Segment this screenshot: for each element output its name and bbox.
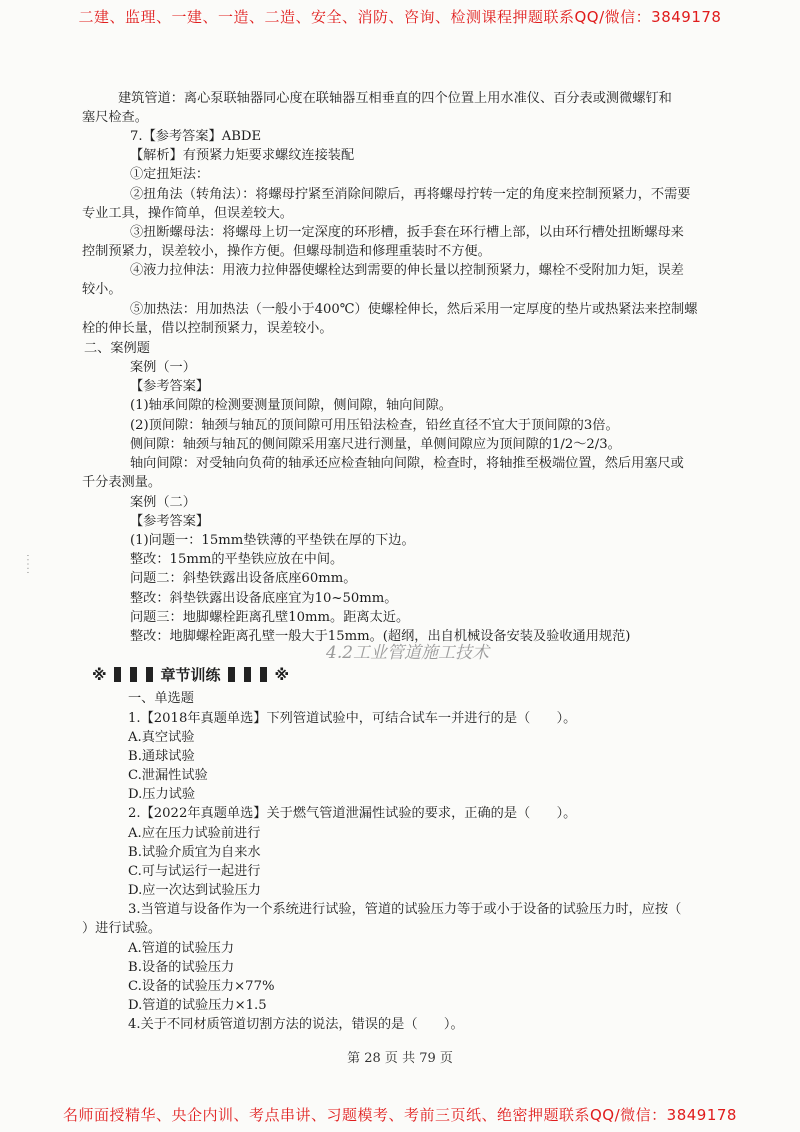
text-line: 整改：15mm的平垫铁应放在中间。 [130,552,344,567]
bottom-banner: 名师面授精华、央企内训、考点串讲、习题模考、考前三页纸、绝密押题联系QQ/微信：3849178 [63,1106,737,1124]
text-line: 1.【2018年真题单选】下列管道试验中，可结合试车一并进行的是（ ）。 [128,711,577,726]
decor-bar [260,667,267,682]
text-line: B.通球试验 [128,749,195,764]
chapter-heading-right-mark: ※ [274,666,290,684]
text-line: 轴向间隙：对受轴向负荷的轴承还应检查轴向间隙，检查时，将轴推至极端位置，然后用塞尺或 [130,456,684,471]
section-title: 4.2工业管道施工技术 [326,643,490,663]
text-line: (1)轴承间隙的检测要测量顶间隙，侧间隙，轴向间隙。 [130,398,452,413]
text-line: 建筑管道：离心泵联轴器同心度在联轴器互相垂直的四个位置上用水准仪、百分表或测微螺钉和 [118,91,672,106]
text-line: A.真空试验 [128,730,195,745]
text-line: C.泄漏性试验 [128,768,208,783]
text-line: C.设备的试验压力×77% [128,979,275,994]
text-line: 7.【参考答案】ABDE [130,129,262,144]
text-line: 【参考答案】 [130,514,210,529]
text-line: 问题二：斜垫铁露出设备底座60mm。 [130,571,357,586]
text-line: D.管道的试验压力×1.5 [128,998,267,1013]
text-line: 整改：斜垫铁露出设备底座宜为10~50mm。 [130,591,398,606]
text-line: ②扭角法（转角法）：将螺母拧紧至消除间隙后，再将螺母拧转一定的角度来控制预紧力，不需要 [130,187,691,202]
text-line: B.设备的试验压力 [128,960,235,975]
text-line: A.管道的试验压力 [128,941,235,956]
side-mark: ····· [24,553,33,575]
decor-bar [228,667,235,682]
top-banner: 二建、监理、一建、一造、二造、安全、消防、咨询、检测课程押题联系QQ/微信：3849178 [78,8,722,26]
text-line: B.试验介质宜为自来水 [128,845,261,860]
text-line: 侧间隙：轴颈与轴瓦的侧间隙采用塞尺进行测量，单侧间隙应为顶间隙的1/2～2/3。 [130,437,621,452]
text-line: D.应一次达到试验压力 [128,883,261,898]
text-line: 问题三：地脚螺栓距离孔壁10mm。距离太近。 [130,610,410,625]
text-line: 控制预紧力，误差较小，操作方便。但螺母制造和修理重装时不方便。 [82,244,491,259]
decor-bar [114,667,121,682]
text-line: 案例（一） [130,360,196,375]
page-footer: 第 28 页 共 79 页 [347,1051,453,1066]
chapter-heading [92,664,289,685]
text-line: 栓的伸长量，借以控制预紧力，误差较小。 [82,321,333,336]
text-line: 【参考答案】 [130,379,210,394]
text-line: (1)问题一：15mm垫铁薄的平垫铁在厚的下边。 [130,533,415,548]
chapter-heading-label: 章节训练 [160,666,221,684]
text-line: 2.【2022年真题单选】关于燃气管道泄漏性试验的要求，正确的是（ ）。 [128,806,577,821]
text-line: 整改：地脚螺栓距离孔壁一般大于15mm。(超纲，出自机械设备安装及验收通用规范) [130,629,631,644]
text-line: 专业工具，操作简单，但误差较大。 [82,206,293,221]
text-line: 案例（二） [130,495,196,510]
text-line: 二、案例题 [84,341,150,356]
chapter-heading-left-mark: ※ [92,666,107,684]
text-line: 【解析】有预紧力矩要求螺纹连接装配 [130,148,355,163]
text-line: ）进行试验。 [82,921,162,936]
text-line: ①定扭矩法： [130,167,210,182]
text-line: (2)顶间隙：轴颈与轴瓦的顶间隙可用压铅法检查，铅丝直径不宜大于顶间隙的3倍。 [130,418,619,433]
text-line: ③扭断螺母法：将螺母上切一定深度的环形槽，扳手套在环行槽上部，以由环行槽处扭断螺母来 [130,225,684,240]
decor-bar [130,667,137,682]
text-line: C.可与试运行一起进行 [128,864,261,879]
text-line: D.压力试验 [128,787,196,802]
text-line: ④液力拉伸法：用液力拉伸器使螺栓达到需要的伸长量以控制预紧力，螺栓不受附加力矩，误差 [130,263,684,278]
text-line: 4.关于不同材质管道切割方法的说法，错误的是（ ）。 [128,1017,464,1032]
decor-bar [146,667,153,682]
text-line: 塞尺检查。 [82,110,148,125]
text-line: ⑤加热法：用加热法（一般小于400℃）使螺栓伸长，然后采用一定厚度的垫片或热紧法来控制螺 [130,302,698,317]
text-line: A.应在压力试验前进行 [128,826,261,841]
text-line: 3.当管道与设备作为一个系统进行试验，管道的试验压力等于或小于设备的试验压力时，应按（ [128,902,682,917]
text-line: 较小。 [82,282,122,297]
decor-bar [244,667,251,682]
text-line: 一、单选题 [128,691,194,706]
text-line: 千分表测量。 [82,475,162,490]
